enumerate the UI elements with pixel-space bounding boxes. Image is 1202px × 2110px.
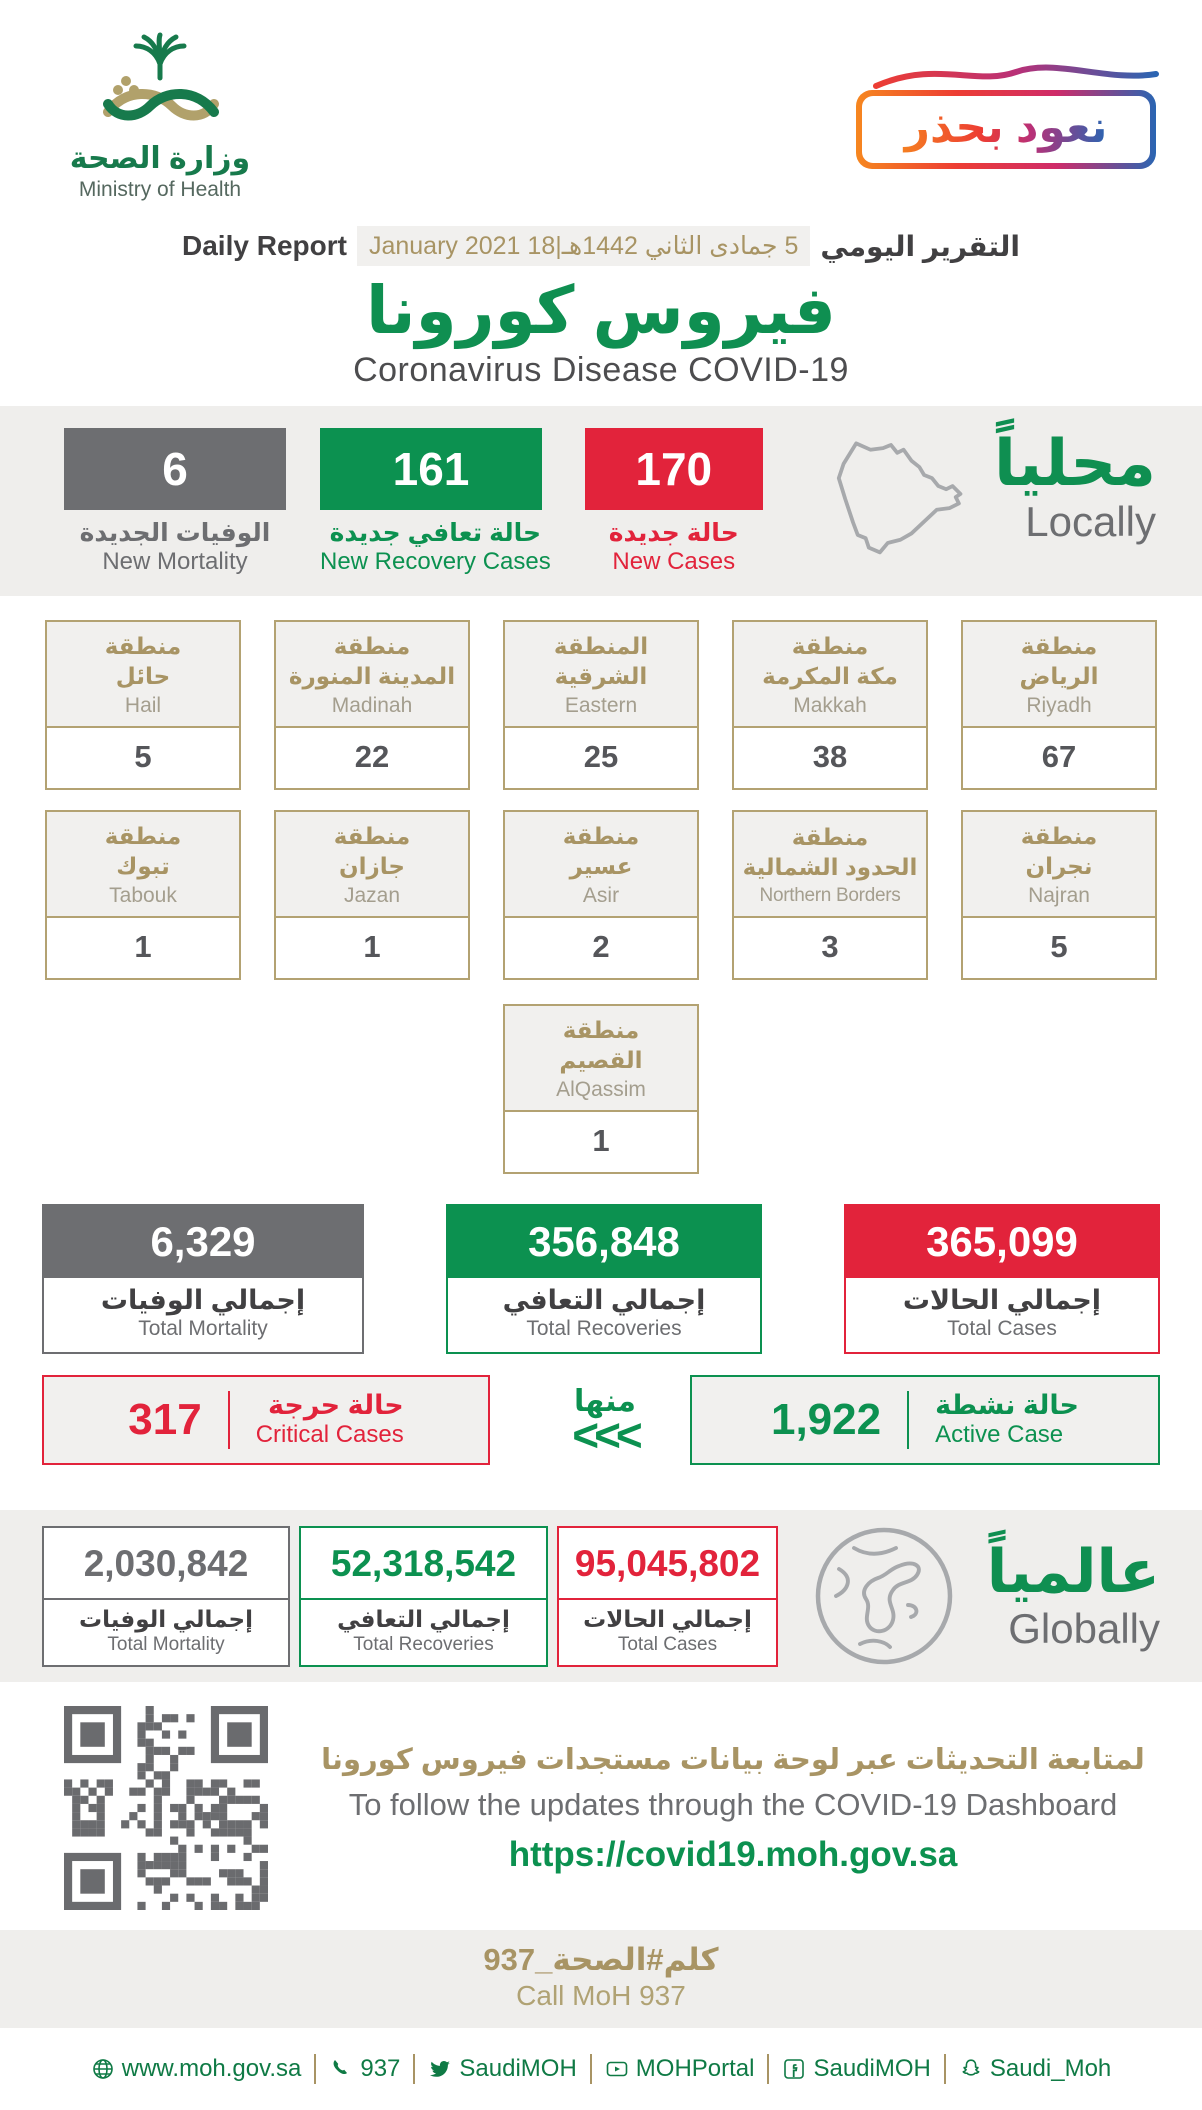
region-card-northern-borders: [732, 810, 928, 980]
footer-link-snapchat[interactable]: [959, 2055, 1111, 2083]
dashboard-url-link[interactable]: https://covid19.moh.gov.sa: [508, 1834, 958, 1874]
active-cases-box: [690, 1375, 1160, 1465]
footer-separator: [314, 2054, 316, 2084]
total-mortality-box: [42, 1204, 364, 1354]
total-recoveries-value: 356,848: [448, 1206, 760, 1278]
region-cards-row-3: [0, 1004, 1202, 1174]
globally-heading-ar: عالمياً: [986, 1538, 1160, 1605]
critical-cases-value: 317: [128, 1395, 202, 1444]
critical-cases-label-en: Critical Cases: [255, 1420, 404, 1448]
qr-code: [64, 1706, 268, 1910]
active-cases-value: 1,922: [770, 1395, 882, 1444]
region-card-header: [47, 812, 239, 918]
region-card-asir: [503, 810, 699, 980]
footer-link-call[interactable]: [329, 2055, 400, 2083]
dashboard-section: [0, 1682, 1202, 1908]
region-card-alqassim: [503, 1004, 699, 1174]
globe-icon: [91, 2057, 115, 2081]
of-which-label: منها: [574, 1384, 636, 1418]
new-cases-label-ar: حالة جديدة: [608, 519, 739, 547]
region-card-header: [276, 622, 468, 728]
locally-heading-en: Locally: [1025, 498, 1156, 546]
region-value: 67: [1041, 739, 1077, 774]
region-name-en: Makkah: [793, 693, 867, 717]
region-cards-row-1: [0, 620, 1202, 790]
badge-swoosh-icon: [846, 56, 1166, 90]
new-mortality-label-en: New Mortality: [102, 548, 248, 575]
region-word: منطقة: [333, 633, 411, 660]
critical-cases-labels: [256, 1391, 404, 1449]
footer-links: [0, 2028, 1202, 2110]
globally-section: [0, 1510, 1202, 1682]
daily-report-label-ar: التقرير اليومي: [820, 230, 1020, 262]
region-word: المنطقة: [553, 633, 649, 660]
badge-text: نعود بحذر: [880, 102, 1132, 153]
locally-heading-ar: محلياً: [993, 427, 1156, 499]
region-card-header: [47, 622, 239, 728]
region-value: 1: [592, 1123, 610, 1158]
active-cases-labels: [935, 1391, 1079, 1449]
region-value: 22: [354, 739, 390, 774]
footer-link-youtube[interactable]: [605, 2055, 755, 2083]
region-name-en: Tabouk: [109, 883, 177, 907]
report-date-row: [0, 226, 1202, 266]
page-title-english: Coronavirus Disease COVID-19: [353, 351, 849, 389]
new-recovery-label-ar: حالة تعافي جديدة: [329, 519, 542, 547]
call-moh-band: [0, 1930, 1202, 2028]
critical-active-row: [0, 1374, 1202, 1466]
divider: [907, 1391, 909, 1449]
region-card-makkah: [732, 620, 928, 790]
region-name-en: Hail: [124, 693, 162, 717]
total-recoveries-label-en: Total Recoveries: [526, 1317, 682, 1340]
logo-name-arabic: وزارة الصحة: [69, 142, 251, 175]
globally-heading-en: Globally: [1008, 1605, 1160, 1652]
dashboard-line-en: To follow the updates through the COVID-19 Dashboard: [348, 1786, 1118, 1822]
region-word: منطقة: [333, 823, 411, 850]
region-name-en: Jazan: [343, 883, 401, 907]
locally-heading: [994, 428, 1156, 546]
footer-link-label: www.moh.gov.sa: [121, 2055, 302, 2082]
region-card-hail: [45, 620, 241, 790]
total-cases-label-en: Total Cases: [947, 1317, 1057, 1340]
region-word: منطقة: [104, 633, 182, 660]
of-which-indicator: [520, 1384, 690, 1461]
region-name-ar: الحدود الشمالية: [742, 854, 918, 880]
saudi-arabia-map-icon: [823, 426, 981, 571]
region-name-en: Northern Borders: [759, 884, 901, 906]
global-cases-label-en: Total Cases: [617, 1633, 718, 1655]
total-recoveries-label-ar: إجمالي التعافي: [502, 1285, 706, 1315]
new-recovery-stat: [320, 428, 551, 576]
new-mortality-value: 6: [64, 428, 286, 510]
globally-heading: [987, 1539, 1160, 1653]
region-name-ar: جازان: [339, 853, 405, 879]
region-card-eastern: [503, 620, 699, 790]
footer-link-label: 937: [360, 2055, 401, 2082]
region-card-header: [505, 1006, 697, 1112]
footer-link-label: SaudiMOH: [813, 2055, 931, 2082]
footer-link-website[interactable]: [91, 2055, 302, 2083]
region-value: 5: [134, 739, 152, 774]
active-cases-label-en: Active Case: [935, 1420, 1064, 1448]
daily-report-label-en: Daily Report: [182, 230, 347, 261]
global-mortality-label-en: Total Mortality: [107, 1633, 225, 1655]
total-recoveries-box: [446, 1204, 762, 1354]
region-card-tabouk: [45, 810, 241, 980]
global-cases-label-ar: إجمالي الحالات: [583, 1605, 752, 1632]
global-cases-box: [557, 1526, 778, 1667]
total-cases-box: [844, 1204, 1160, 1354]
region-cards-row-2: [0, 810, 1202, 980]
global-recoveries-label-en: Total Recoveries: [353, 1633, 494, 1655]
new-cases-label-en: New Cases: [612, 548, 736, 575]
region-word: منطقة: [1020, 633, 1098, 660]
chevrons-left-icon: <<<: [572, 1408, 638, 1461]
critical-cases-label-ar: حالة حرجة: [268, 1390, 404, 1421]
global-recoveries-label-ar: إجمالي التعافي: [337, 1605, 510, 1632]
footer-link-facebook[interactable]: [782, 2055, 930, 2083]
region-card-najran: [961, 810, 1157, 980]
total-cases-label-ar: إجمالي الحالات: [902, 1285, 1102, 1315]
footer-separator: [944, 2054, 946, 2084]
new-mortality-stat: [64, 428, 286, 576]
region-word: منطقة: [562, 823, 640, 850]
global-mortality-box: [42, 1526, 290, 1667]
region-name-en: Madinah: [331, 693, 413, 717]
new-mortality-label-ar: الوفيات الجديدة: [79, 519, 271, 547]
footer-link-label: Saudi_Moh: [989, 2055, 1112, 2082]
dashboard-text: [314, 1742, 1152, 1875]
moh-logo: [50, 34, 270, 201]
total-cases-labels: [846, 1278, 1158, 1352]
total-mortality-label-en: Total Mortality: [138, 1317, 268, 1340]
region-word: منطقة: [791, 824, 869, 851]
critical-cases-box: [42, 1375, 490, 1465]
region-value: 1: [134, 929, 152, 964]
new-cases-stat: [585, 428, 763, 576]
total-recoveries-labels: [448, 1278, 760, 1352]
region-name-en: Riyadh: [1026, 693, 1092, 717]
region-value: 38: [812, 739, 848, 774]
region-name-ar: الشرقية: [554, 663, 648, 689]
region-word: منطقة: [1020, 823, 1098, 850]
call-moh-label-en: Call MoH 937: [516, 1980, 686, 2011]
active-cases-label-ar: حالة نشطة: [935, 1390, 1079, 1421]
locally-section: [0, 406, 1202, 596]
total-mortality-label-ar: إجمالي الوفيات: [100, 1285, 306, 1315]
region-card-header: [734, 812, 926, 918]
region-name-ar: حائل: [115, 663, 171, 689]
return-with-caution-badge: [856, 62, 1156, 196]
twitter-icon: [428, 2057, 452, 2081]
footer-link-label: SaudiMOH: [459, 2055, 577, 2082]
region-card-header: [276, 812, 468, 918]
total-cases-value: 365,099: [846, 1206, 1158, 1278]
global-recoveries-box: [299, 1526, 548, 1667]
region-name-ar: الرياض: [1019, 663, 1099, 689]
new-recovery-value: 161: [320, 428, 542, 510]
total-mortality-labels: [44, 1278, 362, 1352]
badge-inner: [862, 96, 1150, 163]
region-word: منطقة: [104, 823, 182, 850]
facebook-icon: [782, 2057, 806, 2081]
region-card-header: [505, 812, 697, 918]
region-name-ar: تبوك: [116, 853, 170, 879]
region-value: 25: [583, 739, 619, 774]
snapchat-icon: [959, 2057, 983, 2081]
region-name-ar: مكة المكرمة: [762, 663, 898, 689]
phone-icon: [329, 2057, 353, 2081]
footer-link-twitter[interactable]: [428, 2055, 576, 2083]
moh-logo-icon: [60, 34, 260, 138]
region-card-madinah: [274, 620, 470, 790]
report-date: 5 جمادى الثاني 1442هـ|18 January 2021: [357, 226, 810, 266]
globe-icon: [809, 1521, 959, 1671]
local-totals-row: [0, 1204, 1202, 1354]
region-name-ar: عسير: [569, 853, 633, 879]
footer-link-label: MOHPortal: [635, 2055, 755, 2082]
region-name-en: Eastern: [564, 693, 638, 717]
region-card-header: [734, 622, 926, 728]
region-card-header: [963, 812, 1155, 918]
region-word: منطقة: [791, 633, 869, 660]
region-name-en: Asir: [582, 883, 620, 907]
region-value: 3: [821, 929, 839, 964]
global-mortality-value: 2,030,842: [44, 1528, 288, 1600]
new-recovery-label-en: New Recovery Cases: [320, 548, 551, 575]
global-recoveries-value: 52,318,542: [301, 1528, 546, 1600]
region-card-header: [505, 622, 697, 728]
header: [0, 0, 1202, 201]
footer-separator: [590, 2054, 592, 2084]
region-name-ar: نجران: [1025, 853, 1093, 879]
region-card-riyadh: [961, 620, 1157, 790]
global-cases-value: 95,045,802: [559, 1528, 776, 1600]
call-moh-label-ar: كلم#الصحة_937: [483, 1942, 719, 1977]
region-name-en: Najran: [1028, 883, 1090, 907]
region-word: منطقة: [562, 1017, 640, 1044]
dashboard-line-ar: لمتابعة التحديثات عبر لوحة بيانات مستجدات فيروس كورونا: [321, 1743, 1145, 1776]
region-card-header: [963, 622, 1155, 728]
global-mortality-label-ar: إجمالي الوفيات: [79, 1605, 253, 1632]
footer-separator: [413, 2054, 415, 2084]
logo-name-english: Ministry of Health: [78, 178, 242, 201]
region-card-jazan: [274, 810, 470, 980]
footer-separator: [767, 2054, 769, 2084]
new-cases-value: 170: [585, 428, 763, 510]
region-value: 5: [1050, 929, 1068, 964]
divider: [228, 1391, 230, 1449]
total-mortality-value: 6,329: [44, 1206, 362, 1278]
region-name-ar: المدينة المنورة: [288, 663, 456, 689]
badge-frame: [856, 90, 1156, 169]
page-title-arabic: فيروس كورونا: [366, 273, 836, 347]
region-name-en: AlQassim: [556, 1077, 646, 1101]
region-name-ar: القصيم: [559, 1047, 643, 1073]
youtube-icon: [605, 2057, 629, 2081]
region-value: 2: [592, 929, 610, 964]
region-value: 1: [363, 929, 381, 964]
